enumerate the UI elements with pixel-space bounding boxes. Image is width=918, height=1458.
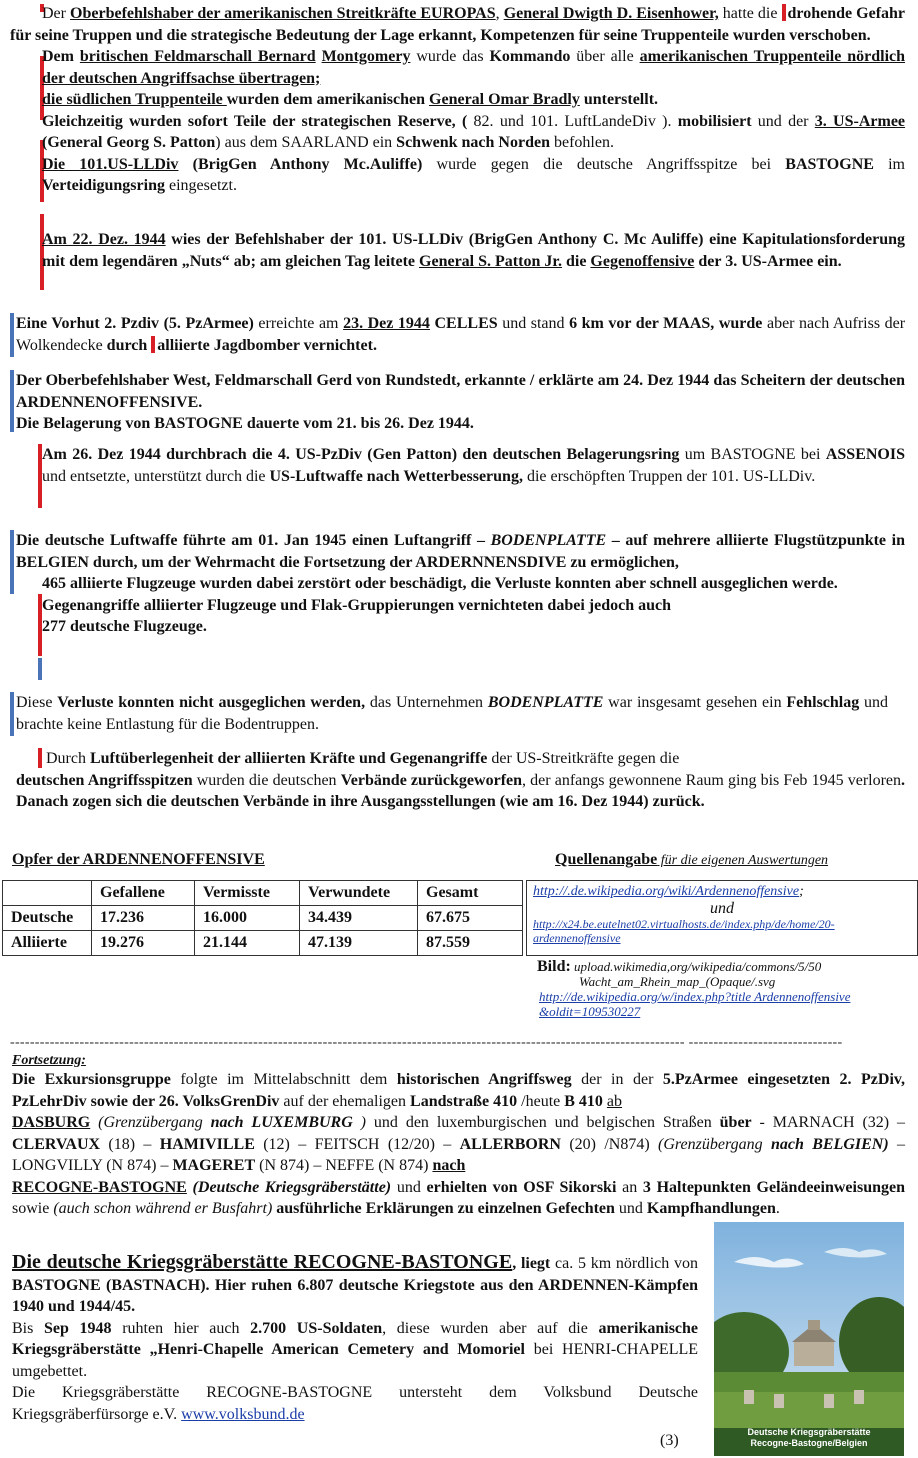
table-cell: 17.236 bbox=[92, 906, 195, 931]
text: war insgesamt gesehen ein bbox=[603, 694, 787, 711]
table-cell: Verwundete bbox=[300, 881, 418, 906]
page-number: (3) bbox=[660, 1432, 679, 1449]
volksbund-link[interactable]: www.volksbund.de bbox=[181, 1405, 305, 1423]
text: Durch bbox=[46, 750, 90, 767]
table-header-row bbox=[3, 881, 523, 906]
text: Gegenangriffe alliierter Flugzeuge und Flak-Gruppierungen vernichteten dabei jedoch auch bbox=[42, 596, 671, 614]
image-source bbox=[537, 959, 912, 1019]
text: die erschöpften Truppen der 101. US-LLDiv. bbox=[522, 467, 816, 485]
text: und brachte keine Entlastung für die Bodentruppen. bbox=[16, 694, 889, 733]
text: Die deutsche Luftwaffe führte am 01. Jan 1945 einen Luftangriff – bbox=[16, 532, 491, 549]
source-link[interactable]: http://.de.wikipedia.org/wiki/Ardennenoffensive bbox=[533, 884, 800, 899]
text: deutschen Angriffsspitzen bbox=[16, 771, 193, 789]
text: wurden die deutschen bbox=[192, 771, 341, 789]
table-cell: Deutsche bbox=[3, 906, 92, 931]
table-cell bbox=[3, 881, 92, 906]
text: Bild: bbox=[537, 958, 571, 975]
text: BODENPLATTE bbox=[487, 694, 604, 711]
paragraph-cemetery bbox=[12, 1252, 698, 1425]
table-cell: Gesamt bbox=[418, 881, 523, 906]
text: Der Oberbefehlshaber West, Feldmarschall Gerd von Rundstedt, erkannte / erklärte am 24. Dez 1944 das Scheitern der deutschen ARDENNENOFFENSIVE. bbox=[16, 372, 905, 411]
text: CELLES bbox=[429, 315, 498, 332]
table-cell: 47.139 bbox=[300, 931, 418, 956]
paragraph-verluste bbox=[16, 692, 888, 735]
source-link[interactable]: &oldit=109530227 bbox=[539, 1004, 641, 1019]
text: MAGERET bbox=[172, 1157, 256, 1174]
text: (Deutsche Kriegsgräberstätte) bbox=[186, 1178, 392, 1196]
text: drohende Gefahr für seine Truppen und die strategische Bedeutung der Lage erkannt, Kompetenzen für seine Truppenteile wurden verschoben. bbox=[10, 5, 906, 44]
text: , der anfangs gewonnene Raum ging bis Feb 1945 verloren bbox=[522, 771, 902, 789]
text: 3. US-Armee bbox=[814, 112, 906, 130]
blue-marker bbox=[10, 692, 14, 736]
text: Fortsetzung: bbox=[12, 1053, 86, 1068]
table-cell: 21.144 bbox=[195, 931, 300, 956]
paragraph-nuts bbox=[42, 229, 905, 272]
text: über bbox=[719, 1114, 752, 1131]
table-cell: 87.559 bbox=[418, 931, 523, 956]
text: BASTOGNE bbox=[785, 155, 874, 173]
text: B 410 bbox=[564, 1092, 603, 1110]
table-cell: Alliierte bbox=[3, 931, 92, 956]
text: Oberbefehlshaber der amerikanischen Streitkräfte EUROPAS bbox=[70, 5, 496, 22]
text-block bbox=[16, 370, 905, 435]
text-block bbox=[16, 313, 905, 356]
source-link[interactable]: Ardennenoffensive bbox=[751, 989, 851, 1004]
text: US-Luftwaffe nach Wetterbesserung, bbox=[269, 467, 523, 485]
text: und bbox=[391, 1178, 427, 1196]
text: folgte im Mittelabschnitt dem bbox=[170, 1071, 397, 1088]
sources-heading bbox=[555, 849, 828, 872]
text: über alle bbox=[570, 48, 640, 65]
text: wurde gegen die deutsche Angriffsspitze bei bbox=[422, 155, 786, 173]
text: Dem bbox=[42, 48, 80, 65]
text: und bbox=[710, 900, 734, 917]
text: Fehlschlag bbox=[786, 694, 860, 711]
text-block bbox=[12, 1069, 905, 1220]
text: Kampfhandlungen bbox=[646, 1200, 776, 1217]
text: , bbox=[495, 5, 504, 22]
text: und bbox=[614, 1200, 647, 1217]
text: Deutsche Kriegsgräberstätte bbox=[747, 1427, 871, 1437]
paragraph-vorhut bbox=[16, 313, 905, 356]
text: , diese wurden aber auf die bbox=[382, 1319, 599, 1337]
table-cell: 67.675 bbox=[418, 906, 523, 931]
text: Schwenk nach Norden bbox=[396, 134, 550, 151]
table-row bbox=[3, 906, 523, 931]
text: , liegt bbox=[512, 1255, 551, 1272]
paragraph-rundstedt bbox=[16, 370, 905, 435]
text: – LONGVILLY (N 874) – bbox=[12, 1135, 906, 1174]
text: Der bbox=[42, 5, 71, 22]
text: wurden dem amerikanischen bbox=[226, 91, 430, 108]
text: nach BELGIEN) bbox=[770, 1135, 889, 1153]
text: (BrigGen Anthony Mc.Auliffe) bbox=[178, 155, 423, 173]
cemetery-photo bbox=[714, 1222, 904, 1456]
text: das Unternehmen bbox=[365, 694, 488, 711]
blue-marker bbox=[10, 530, 14, 594]
table-cell: 19.276 bbox=[92, 931, 195, 956]
blue-marker bbox=[38, 658, 42, 680]
text: für die eigenen Auswertungen bbox=[657, 853, 829, 868]
text: Sep 1948 bbox=[44, 1319, 112, 1337]
text: Bis bbox=[12, 1319, 44, 1337]
text: BASTOGNE (BASTNACH). Hier ruhen 6.807 deutsche Kriegstote aus den ARDENNEN-Kämpfen 1940 und 1944/45. bbox=[12, 1276, 698, 1315]
text: bei HENRI-CHAPELLE umgebettet. bbox=[12, 1341, 699, 1380]
text: unterstellt. bbox=[579, 91, 659, 108]
text: (General Georg S. Patton bbox=[42, 134, 216, 151]
paragraph-luftueberlegenheit bbox=[16, 748, 905, 813]
text: nach bbox=[432, 1157, 466, 1174]
text: (N 874) – NEFFE (N 874) bbox=[255, 1157, 433, 1174]
text: Gegenoffensive bbox=[590, 252, 695, 270]
text: Opfer der ARDENNENOFFENSIVE bbox=[12, 851, 265, 868]
text: erreichte am bbox=[253, 315, 344, 332]
text-block bbox=[10, 46, 905, 197]
text: ) aus dem SAARLAND ein bbox=[215, 134, 397, 151]
text: amerikanischen Truppenteile nördlich der deutschen Angriffsachse übertragen; bbox=[42, 48, 906, 87]
text: 2.700 US-Soldaten bbox=[250, 1319, 383, 1337]
source-link[interactable]: http://x24.be.eutelnet02.virtualhosts.de/index.php/de/home/20-ardennenoffensive bbox=[533, 917, 835, 945]
text: ab bbox=[606, 1092, 623, 1110]
victims-table bbox=[2, 880, 523, 956]
text: britischen Feldmarschall Bernard bbox=[79, 48, 316, 65]
text-block bbox=[16, 748, 905, 813]
text-block bbox=[16, 573, 905, 638]
paragraph-eisenhower bbox=[10, 3, 905, 197]
text: 82. und 101. LuftLandeDiv bbox=[467, 112, 663, 130]
text: ) bbox=[352, 1114, 367, 1131]
text: ). bbox=[662, 112, 678, 130]
text: auf der ehemaligen bbox=[279, 1092, 411, 1110]
text: – auf mehrere alliierte Flugstützpunkte in BELGIEN durch, um der Wehrmacht die Fortsetzung der ARDERNNENSDIVE zu ermöglichen, bbox=[16, 532, 905, 571]
text-block bbox=[12, 1252, 698, 1425]
text-block bbox=[42, 229, 905, 272]
text: Kommando bbox=[489, 48, 571, 65]
text: Montgomery bbox=[321, 48, 411, 65]
separator-line: ---------------------------------------------------------------------------------------------------------------------------------------- ------------------------------- bbox=[10, 1035, 843, 1050]
text: General Dwigth D. Eisenhower, bbox=[503, 5, 719, 22]
text: nach LUXEMBURG bbox=[210, 1114, 353, 1131]
text: (18) – bbox=[100, 1135, 160, 1153]
source-link[interactable]: http://de.wikipedia.org/w/index.php?title bbox=[539, 989, 752, 1004]
text: 6 km vor der MAAS, wurde bbox=[569, 315, 763, 332]
blue-marker bbox=[10, 313, 14, 357]
text: (Grenzübergang bbox=[90, 1114, 211, 1131]
text: die bbox=[561, 252, 591, 270]
text: General S. Patton Jr. bbox=[419, 252, 562, 270]
paragraph-assenois bbox=[42, 444, 905, 487]
text: Die Belagerung von BASTOGNE dauerte vom 21. bis 26. Dez 1944. bbox=[16, 415, 474, 432]
cemetery-title: Die deutsche Kriegsgräberstätte RECOGNE-BASTONGE bbox=[12, 1251, 513, 1273]
text: Am 22. Dez. 1944 bbox=[42, 231, 166, 248]
text: Eine Vorhut 2. Pzdiv (5. PzArmee) bbox=[16, 315, 254, 332]
text: General Omar Bradly bbox=[429, 91, 580, 108]
text: Wacht_am_Rhein_map_(Opaque/.svg bbox=[579, 974, 776, 989]
text: Verluste konnten nicht ausgeglichen werden, bbox=[57, 694, 366, 711]
text: um BASTOGNE bei bbox=[679, 446, 826, 463]
text: befohlen. bbox=[549, 134, 614, 151]
text: (20) /N874) bbox=[560, 1135, 659, 1153]
text: (Grenzübergang bbox=[658, 1135, 771, 1153]
text: HAMIVILLE bbox=[159, 1135, 255, 1153]
text: 277 deutsche Flugzeuge. bbox=[42, 618, 207, 635]
text: upload.wikimedia,org/wikipedia/commons/5/50 bbox=[570, 959, 822, 974]
text: und entsetzte, unterstützt durch die bbox=[42, 467, 270, 485]
red-marker bbox=[782, 4, 786, 21]
text: /heute bbox=[517, 1092, 565, 1110]
text: ASSENOIS bbox=[825, 446, 905, 463]
text: . bbox=[775, 1200, 780, 1217]
text-block bbox=[0, 3, 905, 46]
text: (12) – FEITSCH (12/20) – bbox=[254, 1135, 460, 1153]
paragraph-excursion bbox=[12, 1069, 905, 1220]
text: Die 101.US-LLDiv bbox=[42, 155, 179, 173]
text: der 3. US-Armee ein. bbox=[694, 252, 842, 270]
photo-caption bbox=[714, 1427, 904, 1449]
text: Diese bbox=[16, 694, 58, 711]
table-cell: 34.439 bbox=[300, 906, 418, 931]
text: erhielten von OSF Sikorski bbox=[426, 1178, 617, 1196]
text: an bbox=[616, 1178, 643, 1196]
text: und stand bbox=[497, 315, 570, 332]
text: 465 alliierte Flugzeuge wurden dabei zerstört oder beschädigt, die Verluste konnten aber schnell ausgeglichen werde. bbox=[42, 575, 838, 592]
text: Gleichzeitig wurden sofort Teile der strategischen Reserve, ( bbox=[42, 112, 468, 130]
text: die südlichen Truppenteile bbox=[42, 91, 227, 108]
table-cell: Vermisste bbox=[195, 881, 300, 906]
text: mobilisiert bbox=[677, 112, 752, 130]
text: alliierte Jagdbomber vernichtet. bbox=[157, 336, 377, 354]
text: 23. Dez 1944 bbox=[343, 315, 430, 332]
text: im bbox=[873, 155, 906, 173]
text: amerikanische Kriegsgräberstätte „Henri-Chapelle American Cemetery and Momoriel bbox=[12, 1319, 699, 1358]
text: durch bbox=[106, 336, 152, 354]
text: sowie bbox=[12, 1200, 54, 1217]
table-row bbox=[3, 931, 523, 956]
text: Verbände zurückgeworfen bbox=[340, 771, 523, 789]
text: hatte die bbox=[718, 5, 782, 22]
text: wies der Befehlshaber der 101. US-LLDiv (BrigGen Anthony C. Mc Auliffe) eine Kapitulationsforderung mit dem legendären „Nuts“ ab; am gleichen Tag leitete bbox=[42, 231, 905, 270]
text: Recogne-Bastogne/Belgien bbox=[750, 1438, 868, 1448]
text: Am 26. Dez 1944 durchbrach die 4. US-PzDiv (Gen Patton) den deutschen Belagerungsring bbox=[42, 446, 680, 463]
text: ALLERBORN bbox=[459, 1135, 561, 1153]
sources-box bbox=[526, 880, 918, 956]
red-marker bbox=[151, 336, 155, 353]
text: und den luxemburgischen und belgischen Straßen bbox=[366, 1114, 720, 1131]
paragraph-bodenplatte bbox=[16, 530, 905, 638]
text-block bbox=[16, 530, 905, 573]
table-cell: 16.000 bbox=[195, 906, 300, 931]
text: und der bbox=[751, 112, 815, 130]
text: der US-Streitkräfte gegen die bbox=[487, 750, 680, 767]
text: Luftüberlegenheit der alliierten Kräfte und Gegenangriffe bbox=[89, 750, 488, 767]
text: historischen Angriffsweg bbox=[396, 1071, 572, 1088]
text: 5.PzArmee eingesetzten 2. PzDiv, PzLehrDiv sowie der 26. VolksGrenDiv bbox=[12, 1071, 906, 1110]
text: Die Exkursionsgruppe bbox=[12, 1071, 171, 1088]
victims-heading bbox=[12, 849, 265, 871]
text: Landstraße 410 bbox=[410, 1092, 518, 1110]
text: aber nach Aufriss der Wolkendecke bbox=[16, 315, 906, 354]
text: CLERVAUX bbox=[12, 1135, 101, 1153]
text: RECOGNE-BASTOGNE bbox=[12, 1178, 187, 1196]
text: Die Kriegsgräberstätte RECOGNE-BASTOGNE untersteht dem Volksbund Deutsche Kriegsgräberfürsorge e.V. bbox=[12, 1384, 698, 1423]
text: DASBURG bbox=[12, 1114, 91, 1131]
text: 3 Haltepunkten Geländeeinweisungen bbox=[642, 1178, 906, 1196]
text-block bbox=[16, 692, 888, 735]
text: ; bbox=[799, 884, 804, 899]
text: (auch schon während er Busfahrt) bbox=[53, 1200, 273, 1217]
text: der in der bbox=[571, 1071, 663, 1088]
text: ruhten hier auch bbox=[111, 1319, 251, 1337]
text: - MARNACH (32) – bbox=[751, 1114, 906, 1131]
text: ausführliche Erklärungen zu einzelnen Gefechten bbox=[272, 1200, 615, 1217]
text: ca. 5 km nördlich von bbox=[550, 1255, 698, 1272]
text: Quellenangabe bbox=[555, 851, 658, 868]
text: eingesetzt. bbox=[164, 177, 237, 194]
table-cell: Gefallene bbox=[92, 881, 195, 906]
text: BODENPLATTE bbox=[490, 532, 607, 549]
text: wurde das bbox=[410, 48, 490, 65]
blue-marker bbox=[10, 370, 14, 432]
text-block bbox=[42, 444, 905, 487]
cemetery-illustration bbox=[714, 1222, 904, 1456]
text: Verteidigungsring bbox=[42, 177, 165, 194]
text: . Danach zogen sich die deutschen Verbände in ihre Ausgangsstellungen (wie am 16. Dez 1944) zurück. bbox=[16, 771, 906, 810]
